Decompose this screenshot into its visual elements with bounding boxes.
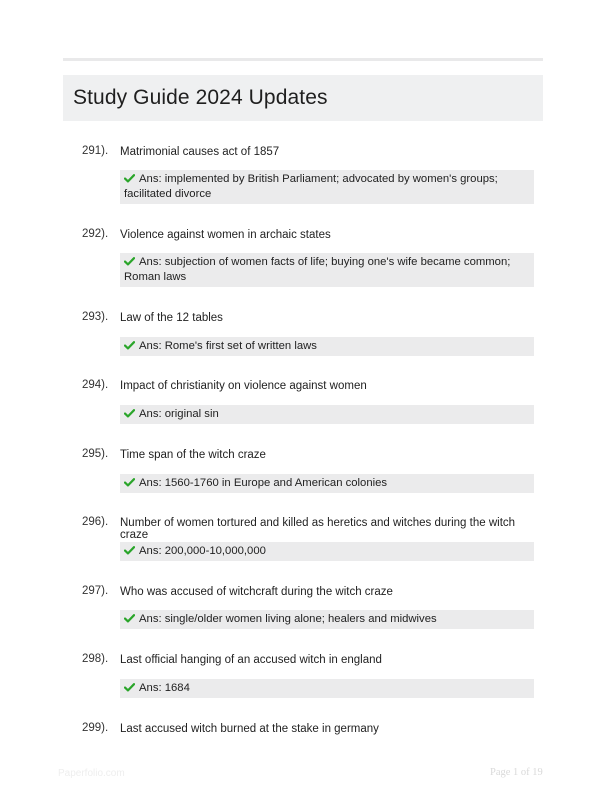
- answer-box: [120, 170, 534, 204]
- question-text: Matrimonial causes act of 1857: [120, 146, 280, 158]
- answer-text: Ans: 200,000-10,000,000: [139, 545, 266, 557]
- checkmark-icon: [124, 683, 135, 692]
- question-number: 291).: [82, 145, 109, 157]
- answer-box: [120, 337, 534, 356]
- footer-site: Paperfolio.com: [58, 768, 125, 779]
- checkmark-icon: [124, 546, 135, 555]
- question-number: 298).: [82, 653, 109, 665]
- question-text: Last accused witch burned at the stake in germany: [120, 723, 379, 735]
- answer-text: Ans: Rome's first set of written laws: [139, 340, 317, 352]
- answer-text: Ans: single/older women living alone; healers and midwives: [139, 613, 437, 625]
- answer-box: [120, 542, 534, 561]
- checkmark-icon: [124, 409, 135, 418]
- answer-text: Ans: 1684: [139, 682, 190, 694]
- answer-box: [120, 253, 534, 287]
- checkmark-icon: [124, 257, 135, 266]
- question-text: Time span of the witch craze: [120, 449, 266, 461]
- question-text: Violence against women in archaic states: [120, 229, 331, 241]
- answer-box: [120, 610, 534, 629]
- answer-text: Ans: original sin: [139, 408, 219, 420]
- answer-text: Ans: implemented by British Parliament; advocated by women's groups; facilitated divorce: [124, 173, 498, 200]
- answer-text: Ans: subjection of women facts of life; buying one's wife became common; Roman laws: [124, 256, 511, 283]
- answer-box: [120, 679, 534, 698]
- question-number: 292).: [82, 228, 109, 240]
- answer-box: [120, 405, 534, 424]
- question-text: Number of women tortured and killed as heretics and witches during the witch craze: [120, 517, 516, 541]
- question-text: Impact of christianity on violence against women: [120, 380, 367, 392]
- page-indicator: Page 1 of 19: [490, 767, 543, 778]
- checkmark-icon: [124, 478, 135, 487]
- question-number: 296).: [82, 516, 109, 528]
- answer-text: Ans: 1560-1760 in Europe and American colonies: [139, 477, 388, 489]
- checkmark-icon: [124, 614, 135, 623]
- question-text: Who was accused of witchcraft during the witch craze: [120, 586, 393, 598]
- question-number: 299).: [82, 722, 109, 734]
- top-divider: [63, 58, 543, 61]
- checkmark-icon: [124, 174, 135, 183]
- question-number: 295).: [82, 448, 109, 460]
- question-number: 294).: [82, 379, 109, 391]
- question-text: Law of the 12 tables: [120, 312, 223, 324]
- checkmark-icon: [124, 341, 135, 350]
- title-banner: [63, 75, 543, 121]
- page-title: Study Guide 2024 Updates: [73, 86, 328, 109]
- question-number: 297).: [82, 585, 109, 597]
- question-number: 293).: [82, 311, 109, 323]
- question-text: Last official hanging of an accused witch in england: [120, 654, 382, 666]
- answer-box: [120, 474, 534, 493]
